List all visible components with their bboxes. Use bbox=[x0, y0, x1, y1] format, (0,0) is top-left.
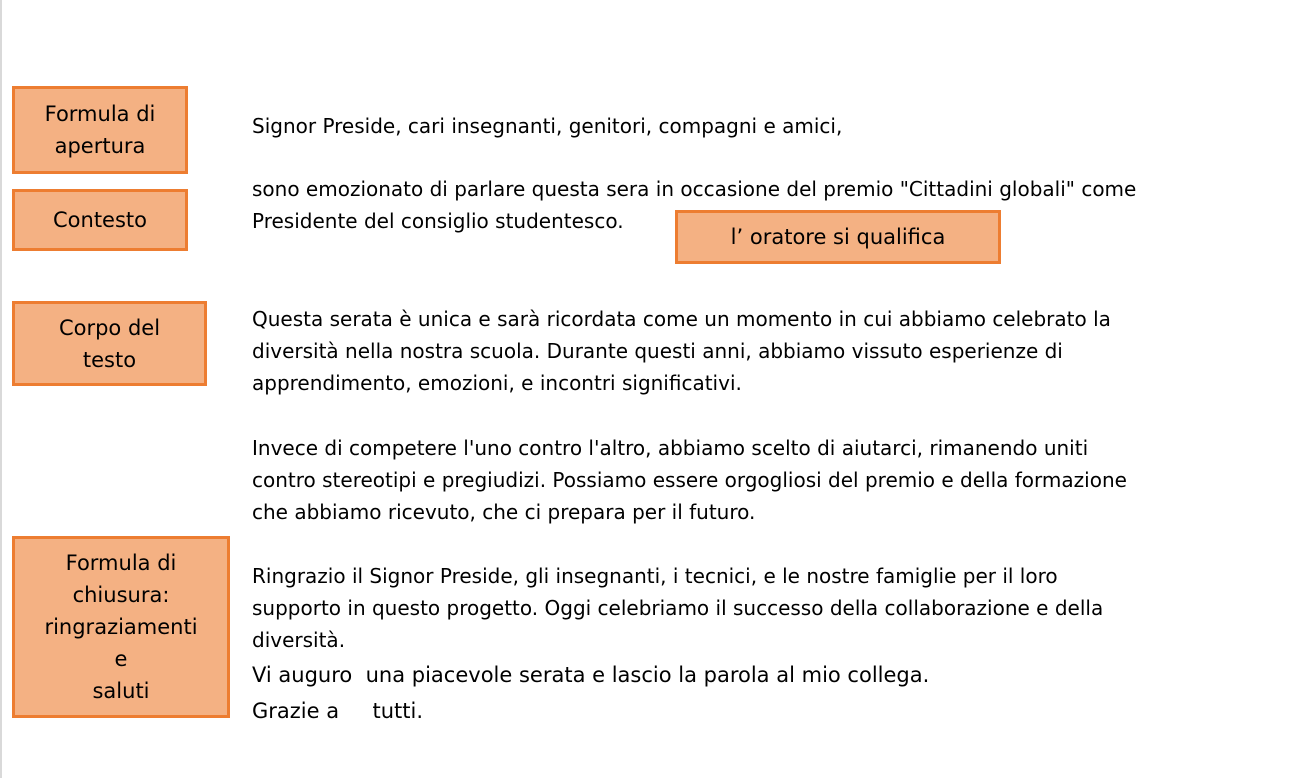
speech-context: sono emozionato di parlare questa sera in occasione del premio "Cittadini globali" come Presidente del consiglio studentesco. bbox=[252, 177, 1137, 233]
page-left-edge bbox=[0, 0, 2, 778]
label-context: Contesto bbox=[12, 189, 188, 251]
speech-wish: Vi auguro una piacevole serata e lascio la parola al mio collega. bbox=[252, 663, 930, 687]
label-speaker-qualifies: l’ oratore si qualifica bbox=[675, 210, 1001, 264]
label-closing-formula: Formula di chiusura: ringraziamenti e saluti bbox=[12, 536, 230, 718]
label-body: Corpo del testo bbox=[12, 301, 207, 386]
label-opening-formula: Formula di apertura bbox=[12, 86, 188, 174]
speech-body-paragraph-1: Questa serata è unica e sarà ricordata come un momento in cui abbiamo celebrato la diversità nella nostra scuola. Durante questi anni, abbiamo vissuto esperienze di apprendimento, emozioni, e incontri significativi. bbox=[252, 307, 1111, 395]
speech-farewell: Grazie a tutti. bbox=[252, 699, 423, 723]
speech-body-paragraph-2: Invece di competere l'uno contro l'altro, abbiamo scelto di aiutarci, rimanendo uniti contro stereotipi e pregiudizi. Possiamo essere orgogliosi del premio e della formazione che abbiamo ricevuto, che ci prepara per il futuro. bbox=[252, 436, 1127, 524]
speech-greeting: Signor Preside, cari insegnanti, genitori, compagni e amici, bbox=[252, 114, 843, 138]
speech-thanks: Ringrazio il Signor Preside, gli insegnanti, i tecnici, e le nostre famiglie per il loro supporto in questo progetto. Oggi celebriamo il successo della collaborazione e della diversità. bbox=[252, 564, 1104, 652]
